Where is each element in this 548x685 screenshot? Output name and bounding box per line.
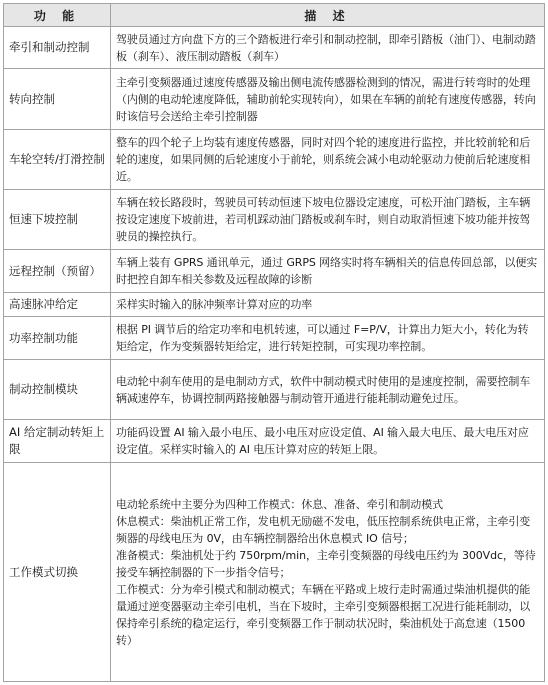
row-function: 工作模式切换 [4, 463, 111, 682]
row-function: 高速脉冲给定 [4, 293, 111, 317]
header-function: 功 能 [4, 4, 111, 27]
row-function: AI 给定制动转矩上限 [4, 420, 111, 463]
table-row [4, 130, 545, 190]
table-row [4, 293, 545, 317]
table-row [4, 463, 545, 682]
row-description: 车辆上装有 GPRS 通讯单元，通过 GRPS 网络实时将车辆相关的信息传回总部，以便实时把控自卸车相关参数及远程故障的诊断 [111, 250, 545, 293]
table-row [4, 317, 545, 360]
mode-work: 工作模式：分为牵引模式和制动模式；车辆在平路或上坡行走时需通过柴油机提供的能量通过逆变器驱动主牵引电机，当在下坡时，主牵引变频器根据工况进行能耗制动，以保持牵引系统的稳定运行，牵引变频器工作于制动状况时，柴油机处于高怠速（1500 转） [116, 582, 531, 647]
row-function: 车轮空转/打滑控制 [4, 130, 111, 190]
row-description: 整车的四个轮子上均装有速度传感器，同时对四个轮的速度进行监控，并比较前轮和后轮的速度，如果同侧的后轮速度小于前轮，则系统会减小电动轮驱动力使前后轮速度相近。 [111, 130, 545, 190]
row-description: 根据 PI 调节后的给定功率和电机转速，可以通过 F=P/V，计算出力矩大小，转化为转矩给定，作为变频器转矩给定，进行转矩控制，可实现功率控制。 [111, 317, 545, 360]
table-row [4, 27, 545, 69]
row-function: 转向控制 [4, 69, 111, 130]
table-header-row [4, 4, 545, 27]
table-row [4, 360, 545, 420]
table-row [4, 250, 545, 293]
row-description [111, 463, 545, 682]
row-function: 牵引和制动控制 [4, 27, 111, 69]
row-description: 车辆在较长路段时，驾驶员可转动恒速下坡电位器设定速度，可松开油门踏板，主车辆按设定速度下坡前进，若司机踩动油门踏板或刹车时，则自动取消恒速下坡功能并按驾驶员的操控执行。 [111, 190, 545, 250]
table-row [4, 420, 545, 463]
table-row [4, 190, 545, 250]
mode-ready: 准备模式：柴油机处于约 750rpm/min，主牵引变频器的母线电压约为 300Vdc，等待接受车辆控制器的下一步指令信号； [116, 548, 536, 579]
mode-overview: 电动轮系统中主要分为四种工作模式：休息、准备、牵引和制动模式 [116, 497, 443, 511]
row-description: 主牵引变频器通过速度传感器及输出侧电流传感器检测到的情况，需进行转弯时的处理（内侧的电动轮速度降低，辅助前轮实现转向），如果在车辆的前轮有速度传感器，转向时该信号会送给主牵引控制器 [111, 69, 545, 130]
row-function: 远程控制（预留） [4, 250, 111, 293]
row-description: 电动轮中刹车使用的是电制动方式，软件中制动模式时使用的是速度控制，需要控制车辆减速停车，协调控制两路接触器与制动管开通进行能耗制动避免过压。 [111, 360, 545, 420]
row-function: 制动控制模块 [4, 360, 111, 420]
row-function: 恒速下坡控制 [4, 190, 111, 250]
row-description: 采样实时输入的脉冲频率计算对应的功率 [111, 293, 545, 317]
row-function: 功率控制功能 [4, 317, 111, 360]
table-row [4, 69, 545, 130]
mode-rest: 休息模式：柴油机正常工作，发电机无励磁不发电，低压控制系统供电正常，主牵引变频器的母线电压为 0V，由车辆控制器给出休息模式 IO 信号； [116, 514, 531, 545]
header-description: 描 述 [111, 4, 545, 27]
function-description-table [3, 3, 545, 682]
row-description: 功能码设置 AI 输入最小电压、最小电压对应设定值、AI 输入最大电压、最大电压对应设定值。采样实时输入的 AI 电压计算对应的转矩上限。 [111, 420, 545, 463]
row-description: 驾驶员通过方向盘下方的三个踏板进行牵引和制动控制，即牵引踏板（油门）、电制动踏板（刹车）、液压制动踏板（刹车） [111, 27, 545, 69]
